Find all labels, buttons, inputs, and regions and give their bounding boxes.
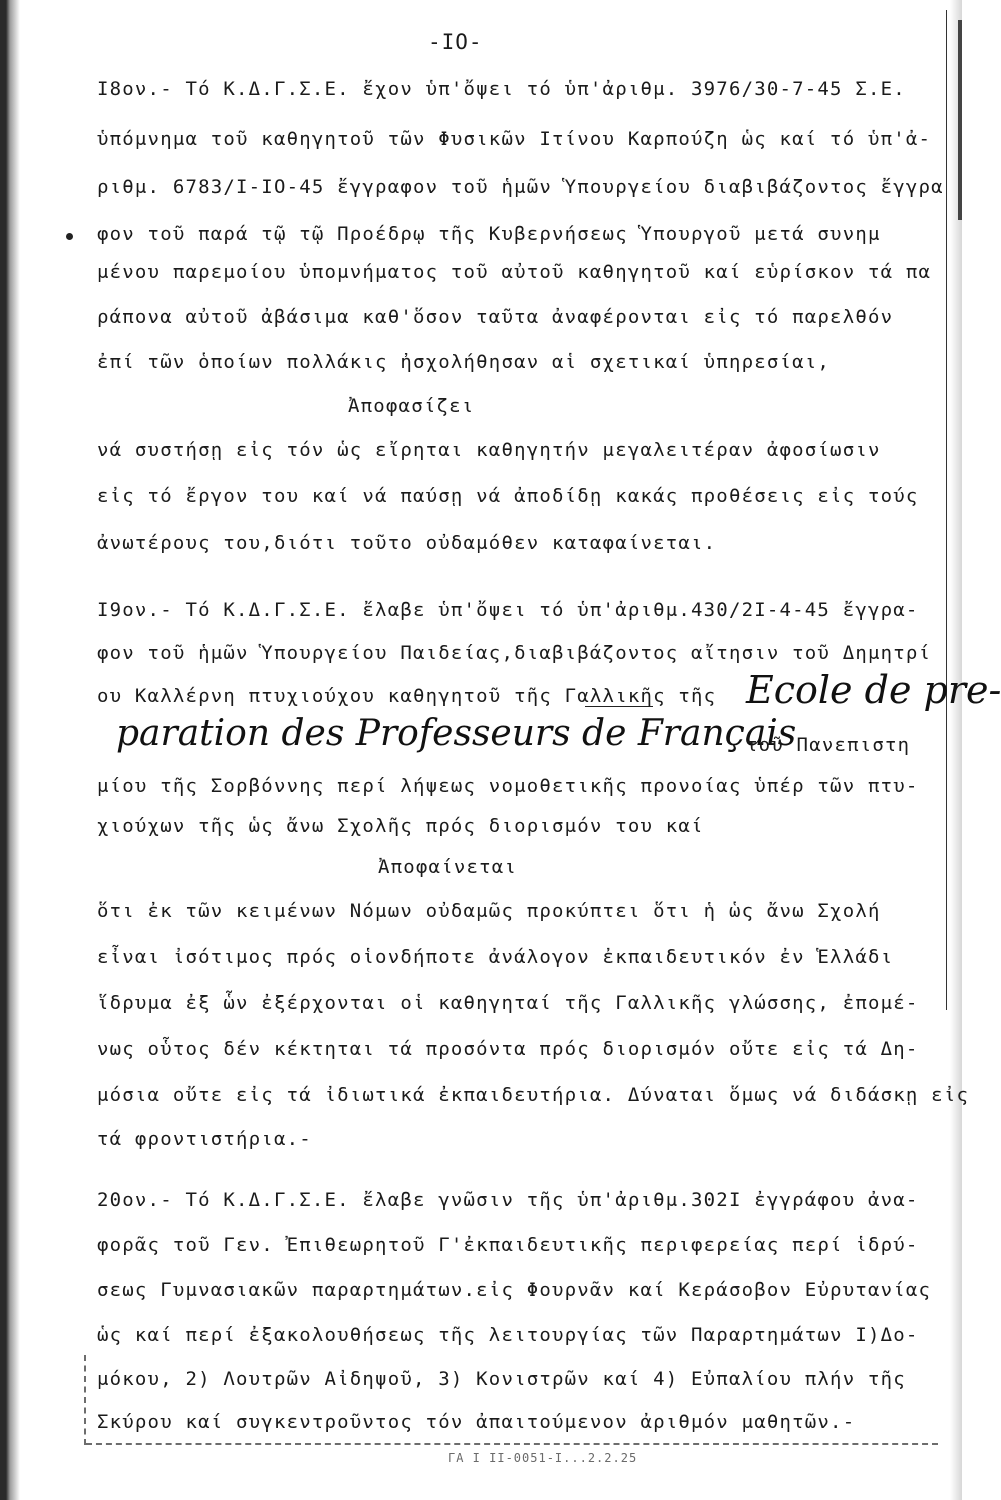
scan-right-rule [946,10,947,1010]
text-line: μόσια οὔτε εἰς τά ἰδιωτικά ἐκπαιδευτήρια. Δύναται ὅμως νά διδάσκῃ εἰς [97,1084,970,1106]
text-line: ριθμ. 6783/Ι-ΙΟ-45 ἔγγραφον τοῦ ἡμῶν Ὑπουργείου διαβιβάζοντος ἔγγρα [97,176,944,198]
text-line: τά φροντιστήρια.- [97,1128,312,1150]
text-line: μένου παρεμοίου ὑπομνήματος τοῦ αὐτοῦ καθηγητοῦ καί εὑρίσκον τά πα [97,261,932,283]
text-line: μόκου, 2) Λουτρῶν Αἰδηψοῦ, 3) Κονιστρῶν καί 4) Εὐπαλίου πλήν τῆς [97,1368,906,1390]
text-line: ου Καλλέρνη πτυχιούχου καθηγητοῦ τῆς Γαλλικῆς τῆς [97,685,717,707]
handwritten-text: paration des Professeurs de Français [116,713,797,754]
text-line: ὡς καί περί ἐξακολουθήσεως τῆς λειτουργίας τῶν Παραρτημάτων Ι)Δο- [97,1324,919,1346]
text-line: σεως Γυμνασιακῶν παραρτημάτων.εἰς Φουρνᾶν καί Κεράσοβον Εὐρυτανίας [97,1279,932,1301]
scan-left-edge [0,0,22,1500]
text-line: φον τοῦ ἡμῶν Ὑπουργείου Παιδείας,διαβιβάζοντος αἴτησιν τοῦ Δημητρί [97,642,932,664]
text-line: εἶναι ἰσότιμος πρός οἱονδήποτε ἀνάλογον ἐκπαιδευτικόν ἐν Ἑλλάδι [97,946,894,968]
text-line: I8ον.- Τό Κ.Δ.Γ.Σ.Ε. ἔχον ὑπ'ὄψει τό ὑπ'ἀριθμ. 3976/30-7-45 Σ.Ε. [97,78,906,100]
text-line: φορᾶς τοῦ Γεν. Ἐπιθεωρητοῦ Γ'ἐκπαιδευτικῆς περιφερείας περί ἱδρύ- [97,1234,919,1256]
text-line: εἰς τό ἔργον του καί νά παύσῃ νά ἀποδίδῃ κακάς προθέσεις εἰς τούς [97,485,919,507]
text-line: ἵδρυμα ἐξ ὧν ἐξέρχονται οἱ καθηγηταί τῆς Γαλλικῆς γλώσσης, ἐπομέ- [97,992,919,1014]
text-line: χιούχων τῆς ὡς ἄνω Σχολῆς πρός διορισμόν του καί [97,815,704,837]
text-line: ἐπί τῶν ὁποίων πολλάκις ἠσχολήθησαν αἱ σχετικαί ὑπηρεσίαι, [97,351,831,373]
text-line: μίου τῆς Σορβόννης περί λήψεως νομοθετικῆς προνοίας ὑπέρ τῶν πτυ- [97,775,919,797]
handwritten-text: Ecole de pre- [746,668,1001,712]
text-line: ὑπόμνημα τοῦ καθηγητοῦ τῶν Φυσικῶν Ιτίνου Καρπούζη ὡς καί τό ὑπ'ἀ- [97,128,932,150]
text-line: νά συστήσῃ εἰς τόν ὡς εἴρηται καθηγητήν μεγαλειτέραν ἀφοσίωσιν [97,439,881,461]
scan-right-mark [958,20,962,220]
text-line: I9ον.- Τό Κ.Δ.Γ.Σ.Ε. ἔλαβε ὑπ'ὄψει τό ὑπ'ἀριθμ.430/2Ι-4-45 ἔγγρα- [97,599,919,621]
page-number: -IO- [428,30,483,54]
punch-mark [66,233,73,240]
underline-mark [585,706,653,707]
decision-word: Ἀποφασίζει [348,395,475,417]
text-line: τοῦ Πανεπιστη [746,734,911,756]
text-line: ἀνωτέρους του,διότι τοῦτο οὐδαμόθεν καταφαίνεται. [97,532,717,554]
dashed-margin-bottom [86,1443,938,1445]
dashed-margin-vertical [84,1355,86,1445]
decision-word: Ἀποφαίνεται [378,856,518,878]
text-line: φον τοῦ παρά τῷ τῷ Προέδρῳ τῆς Κυβερνήσεως Ὑπουργοῦ μετά συνημ [97,223,881,245]
footer-code: ΓΑ Ι ΙΙ-0051-Ι...2.2.25 [448,1451,638,1465]
text-line: Σκύρου καί συγκεντροῦντος τόν ἀπαιτούμενον ἀριθμόν μαθητῶν.- [97,1411,856,1433]
text-line: ὅτι ἐκ τῶν κειμένων Νόμων οὐδαμῶς προκύπτει ὅτι ἡ ὡς ἄνω Σχολή [97,900,881,922]
text-line: νως οὗτος δέν κέκτηται τά προσόντα πρός διορισμόν οὔτε εἰς τά Δη- [97,1038,919,1060]
text-line: ράπονα αὐτοῦ ἀβάσιμα καθ'ὅσον ταῦτα ἀναφέρονται εἰς τό παρελθόν [97,306,894,328]
text-line: 20ον.- Τό Κ.Δ.Γ.Σ.Ε. ἔλαβε γνῶσιν τῆς ὑπ'ἀριθμ.302Ι ἐγγράφου ἀνα- [97,1189,919,1211]
scan-right-edge [950,0,962,1500]
